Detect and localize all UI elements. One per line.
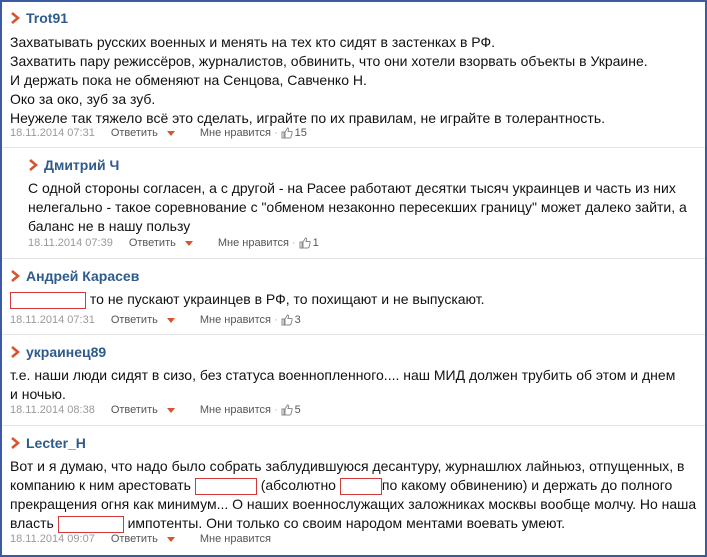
redaction-box: [10, 292, 86, 309]
comment-fragment: (абсолютно: [260, 477, 336, 493]
like-label: Мне нравится: [199, 314, 271, 326]
thumbs-up-icon: [281, 314, 293, 326]
comment-line: С одной стороны согласен, а с другой - на Расее работают десятки тысяч украинцев и часть из них: [28, 180, 676, 196]
comment-text: [10, 290, 700, 309]
reply-button[interactable]: [111, 533, 175, 545]
divider: [2, 334, 705, 335]
comment-fragment: импотенты. Они только со своим народом ментами воевать умеют.: [127, 515, 565, 531]
chevron-right-icon: [28, 159, 38, 171]
reply-button[interactable]: [111, 404, 175, 416]
comment-header: [10, 10, 68, 26]
reply-label: Ответить: [128, 237, 176, 249]
divider: [2, 425, 705, 426]
thumbs-up-icon: [281, 127, 293, 139]
comment-fragment: власть: [10, 515, 54, 531]
like-count: 3: [294, 314, 301, 326]
caret-down-icon: [167, 537, 175, 542]
comment-text: [10, 457, 700, 533]
comment-header: [10, 344, 106, 360]
chevron-right-icon: [10, 346, 20, 358]
like-label: Мне нравится: [199, 404, 271, 416]
comment-meta: [10, 314, 301, 326]
comment-date: 18.11.2014 09:07: [10, 533, 95, 545]
comment-date: 18.11.2014 08:38: [10, 404, 95, 416]
comment-header: [10, 435, 86, 451]
redaction-box: [195, 478, 257, 495]
comment-line: [10, 476, 700, 495]
comment-meta: [28, 237, 319, 249]
reply-label: Ответить: [110, 314, 158, 326]
like-label: Мне нравится: [199, 127, 271, 139]
reply-label: Ответить: [110, 533, 158, 545]
like-button[interactable]: [200, 127, 271, 139]
comment-line: Око за око, зуб за зуб.: [10, 91, 156, 107]
thumbs-up-icon: [299, 237, 311, 249]
comment-author[interactable]: Андрей Карасев: [26, 268, 140, 284]
reply-label: Ответить: [110, 404, 158, 416]
comment-line: баланс не в нашу пользу: [28, 218, 191, 234]
comment-line: прекращения огня как минимум... О наших военнослужащих заложниках москвы вообще молчу. Но наша: [10, 496, 697, 512]
like-button[interactable]: [200, 314, 271, 326]
caret-down-icon: [167, 131, 175, 136]
caret-down-icon: [185, 241, 193, 246]
comment-line: и ночью.: [10, 386, 66, 402]
reply-button[interactable]: [111, 314, 175, 326]
thumbs-up-icon: [281, 404, 293, 416]
comment-line: т.е. наши люди сидят в сизо, без статуса военнопленного.... наш МИД должен трубить об этом и днем: [10, 367, 676, 383]
chevron-right-icon: [10, 270, 20, 282]
caret-down-icon: [167, 408, 175, 413]
like-button[interactable]: [218, 237, 289, 249]
like-label: Мне нравится: [199, 533, 271, 545]
comment-line: Захватить пару режиссёров, журналистов, обвинить, что они хотели взорвать объекты в Украине.: [10, 53, 648, 69]
comment-author[interactable]: Lecter_H: [26, 435, 86, 451]
chevron-right-icon: [10, 12, 20, 24]
reply-label: Ответить: [110, 127, 158, 139]
comment-line: Захватывать русских военных и менять на тех кто сидят в застенках в РФ.: [10, 34, 496, 50]
comment-line: И держать пока не обменяют на Сенцова, Савченко Н.: [10, 72, 367, 88]
comment-author[interactable]: Дмитрий Ч: [44, 157, 120, 173]
redaction-box: [340, 478, 382, 495]
like-count: 5: [294, 404, 301, 416]
like-count: 15: [294, 127, 307, 139]
comment-line: [10, 514, 700, 533]
comment-date: 18.11.2014 07:39: [28, 237, 113, 249]
separator-dot: ·: [273, 127, 278, 139]
comment-text: [10, 33, 700, 128]
comment-line: то не пускают украинцев в РФ, то похищают и не выпускают.: [89, 291, 485, 307]
comment-fragment: по какому обвинению) и держать до полного: [381, 477, 673, 493]
comment-date: 18.11.2014 07:31: [10, 314, 95, 326]
redaction-box: [58, 516, 124, 533]
comment-date: 18.11.2014 07:31: [10, 127, 95, 139]
comment-line: нелегально - такое соревнование с "обменом незаконно пересекших границу" может далеко зайти, а: [28, 199, 687, 215]
separator-dot: ·: [273, 404, 278, 416]
divider: [2, 147, 705, 148]
comment-header: [10, 268, 139, 284]
comment-meta: [10, 404, 301, 416]
comment-line: Неужеле так тяжело всё это сделать, играйте по их правилам, не играйте в толерантность.: [10, 110, 605, 126]
comment-line: Вот и я думаю, что надо было собрать заблудившуюся десантуру, журнашлюх лайньюз, отпущенных, в: [10, 458, 685, 474]
separator-dot: ·: [291, 237, 296, 249]
like-button[interactable]: [200, 533, 271, 545]
comment-header: [28, 157, 119, 173]
comment-fragment: компанию к ним арестовать: [10, 477, 191, 493]
like-button[interactable]: [200, 404, 271, 416]
separator-dot: ·: [273, 314, 278, 326]
reply-button[interactable]: [129, 237, 193, 249]
like-label: Мне нравится: [217, 237, 289, 249]
chevron-right-icon: [10, 437, 20, 449]
divider: [2, 258, 705, 259]
comment-meta: [10, 533, 271, 545]
like-count: 1: [312, 237, 319, 249]
comment-text: [10, 366, 700, 404]
comment-text: [28, 179, 704, 236]
comment-author[interactable]: украинец89: [26, 344, 107, 360]
comment-author[interactable]: Trot91: [26, 10, 69, 26]
caret-down-icon: [167, 318, 175, 323]
comment-meta: [10, 127, 307, 139]
reply-button[interactable]: [111, 127, 175, 139]
